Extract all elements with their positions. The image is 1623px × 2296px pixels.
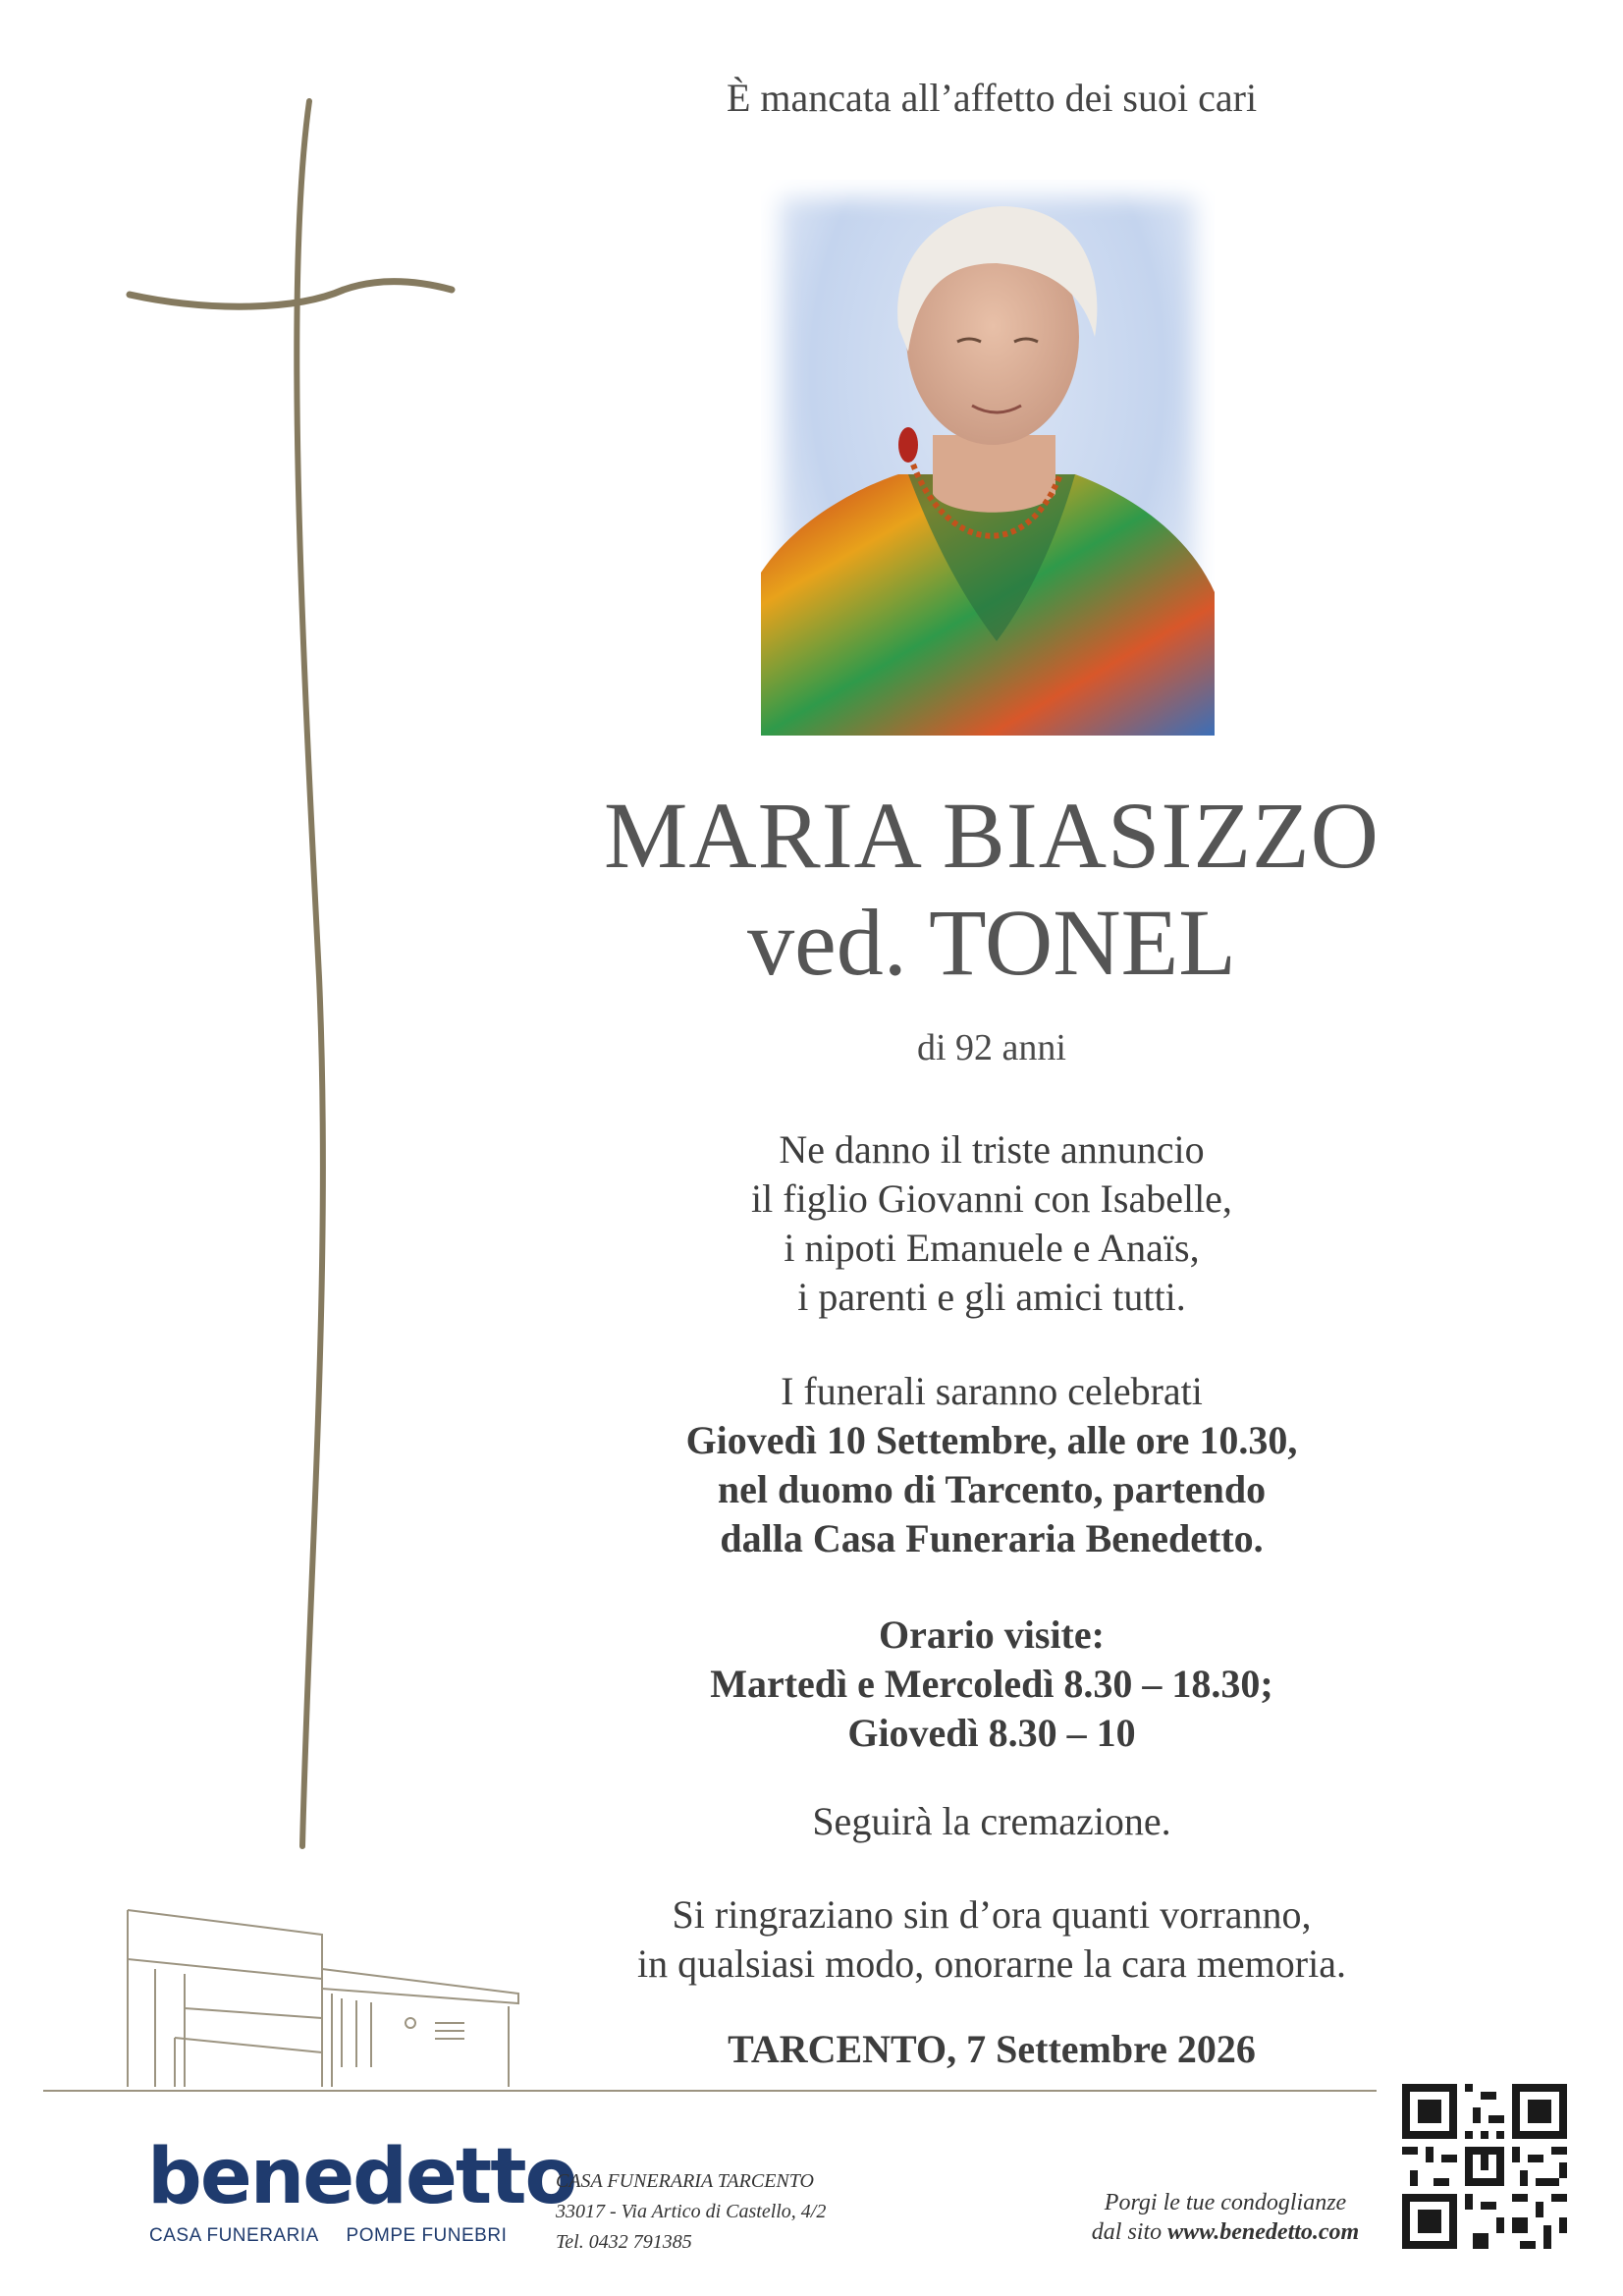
deceased-name: MARIA BIASIZZO xyxy=(603,783,1380,888)
announcement-line: Ne danno il triste annuncio xyxy=(779,1127,1205,1172)
logo-sub-right: POMPE FUNEBRI xyxy=(346,2225,508,2246)
benedetto-logo: benedetto xyxy=(147,2133,576,2221)
condolences-line: Porgi le tue condoglianze xyxy=(1104,2190,1347,2215)
condolences-text xyxy=(1058,2188,1392,2247)
announcement-line: il figlio Giovanni con Isabelle, xyxy=(751,1176,1232,1221)
cremation-text: Seguirà la cremazione. xyxy=(812,1799,1171,1843)
announcement-block xyxy=(550,1125,1434,1322)
visits-title: Orario visite: xyxy=(879,1613,1105,1657)
visits-block xyxy=(550,1611,1434,1758)
address-line: 33017 - Via Artico di Castello, 4/2 xyxy=(556,2201,827,2222)
thanks-line: Si ringraziano sin d’ora quanti vorranno, xyxy=(672,1892,1312,1937)
cross-decoration xyxy=(118,93,471,1851)
funeral-line: Giovedì 10 Settembre, alle ore 10.30, xyxy=(685,1418,1298,1462)
thanks-line: in qualsiasi modo, onorarne la cara memoria. xyxy=(637,1941,1346,1986)
logo-subtitle xyxy=(149,2225,528,2247)
funeral-line: dalla Casa Funeraria Benedetto. xyxy=(720,1516,1264,1560)
age-text: di 92 anni xyxy=(917,1027,1066,1068)
intro-text: È mancata all’affetto dei suoi cari xyxy=(726,76,1258,120)
funeral-intro: I funerali saranno celebrati xyxy=(781,1369,1203,1413)
place-date: TARCENTO, 7 Settembre 2026 xyxy=(728,2027,1256,2071)
address-line: CASA FUNERARIA TARCENTO xyxy=(556,2170,814,2192)
funeral-block xyxy=(550,1367,1434,1563)
announcement-line: i nipoti Emanuele e Anaïs, xyxy=(784,1226,1200,1270)
funeral-line: nel duomo di Tarcento, partendo xyxy=(717,1467,1267,1511)
qr-code-icon[interactable] xyxy=(1402,2084,1567,2249)
condolences-prefix: dal sito xyxy=(1091,2219,1168,2245)
condolences-line-2 xyxy=(1058,2217,1392,2247)
announcement-line: i parenti e gli amici tutti. xyxy=(797,1275,1186,1319)
address-block xyxy=(556,2166,826,2258)
visits-line: Martedì e Mercoledì 8.30 – 18.30; xyxy=(710,1662,1273,1706)
thanks-block xyxy=(550,1890,1434,1989)
footer-divider xyxy=(43,2090,1377,2092)
funeral-home-building-illustration xyxy=(116,1900,528,2092)
address-line: Tel. 0432 791385 xyxy=(556,2231,692,2253)
portrait-photo xyxy=(761,180,1215,736)
logo-sub-left: CASA FUNERARIA xyxy=(149,2225,319,2246)
visits-line: Giovedì 8.30 – 10 xyxy=(847,1711,1136,1755)
website-link[interactable]: www.benedetto.com xyxy=(1167,2219,1360,2245)
deceased-name-widow: ved. TONEL xyxy=(747,890,1236,995)
